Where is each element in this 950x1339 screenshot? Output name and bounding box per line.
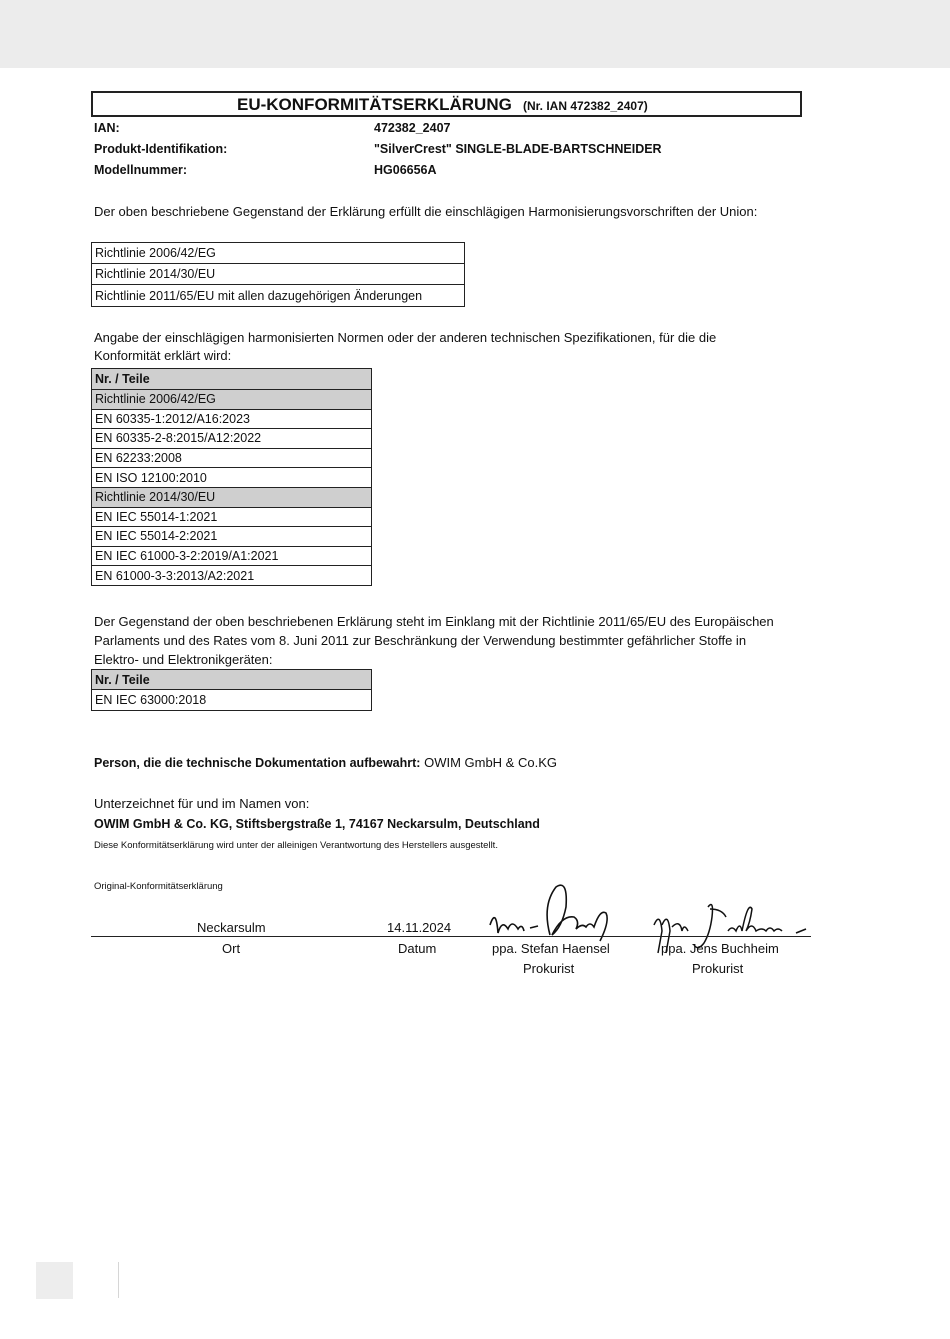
table-row	[92, 507, 372, 527]
signer2-name: ppa. Jens Buchheim	[661, 941, 779, 956]
table-cell: Richtlinie 2014/30/EU	[92, 264, 465, 285]
declaration-number: (Nr. IAN 472382_2407)	[523, 99, 648, 113]
table-cell: EN ISO 12100:2010	[92, 468, 372, 488]
table-row	[92, 409, 372, 429]
model-label: Modellnummer:	[94, 163, 188, 177]
signature-line	[91, 936, 811, 937]
signer1-name: ppa. Stefan Haensel	[492, 941, 610, 956]
table-cell: EN 60335-1:2012/A16:2023	[92, 409, 372, 429]
table-cell: Richtlinie 2006/42/EG	[92, 243, 465, 264]
table-row	[92, 690, 372, 711]
page-top-band	[0, 0, 950, 68]
directives-table	[91, 242, 465, 307]
table-header-row	[92, 369, 372, 390]
model-value: HG06656A	[374, 163, 437, 177]
documentation-line	[94, 755, 557, 770]
table-cell: EN 60335-2-8:2015/A12:2022	[92, 429, 372, 449]
rohs-table	[91, 669, 372, 711]
rohs-text-line3: Elektro- und Elektronikgeräten:	[94, 652, 273, 667]
table-row	[92, 429, 372, 449]
company-address: OWIM GmbH & Co. KG, Stiftsbergstraße 1, 74167 Neckarsulm, Deutschland	[94, 817, 540, 831]
table-cell: EN 61000-3-3:2013/A2:2021	[92, 566, 372, 586]
responsibility-note: Diese Konformitätserklärung wird unter der alleinigen Verantwortung des Herstellers ausgestellt.	[94, 840, 498, 851]
table-cell: EN 62233:2008	[92, 448, 372, 468]
product-value: "SilverCrest" SINGLE-BLADE-BARTSCHNEIDER	[374, 142, 662, 156]
page-corner-marker	[36, 1262, 73, 1299]
table-cell: Richtlinie 2014/30/EU	[92, 487, 372, 507]
standards-intro-line1: Angabe der einschlägigen harmonisierten Normen oder der anderen technischen Spezifikationen, für die die	[94, 330, 717, 345]
intro-text: Der oben beschriebene Gegenstand der Erklärung erfüllt die einschlägigen Harmonisierungsvorschriften der Union:	[94, 204, 758, 219]
place-label: Ort	[222, 941, 241, 956]
table-row	[92, 243, 465, 264]
table-cell: EN IEC 55014-1:2021	[92, 507, 372, 527]
signer1-role: Prokurist	[523, 961, 575, 976]
table-row	[92, 390, 372, 410]
footer-divider	[118, 1262, 119, 1298]
table-row	[92, 285, 465, 307]
signature-place: Neckarsulm	[197, 920, 266, 935]
table-cell: EN IEC 61000-3-2:2019/A1:2021	[92, 546, 372, 566]
table-row	[92, 468, 372, 488]
product-label: Produkt-Identifikation:	[94, 142, 228, 156]
ian-label: IAN:	[94, 121, 120, 135]
standards-intro-line2: Konformität erklärt wird:	[94, 348, 232, 363]
standards-table	[91, 368, 372, 586]
original-note: Original-Konformitätserklärung	[94, 881, 223, 892]
table-row	[92, 264, 465, 285]
table-cell: EN IEC 55014-2:2021	[92, 527, 372, 547]
rohs-text-line1: Der Gegenstand der oben beschriebenen Erklärung steht im Einklang mit der Richtlinie 2011/65/EU des Europäischen	[94, 614, 774, 629]
documentation-label: Person, die die technische Dokumentation aufbewahrt:	[94, 756, 421, 770]
document-title: EU-KONFORMITÄTSERKLÄRUNG	[237, 95, 512, 114]
rohs-text-line2: Parlaments und des Rates vom 8. Juni 2011 zur Beschränkung der Verwendung bestimmter gefährlicher Stoffe in	[94, 633, 747, 648]
signer2-role: Prokurist	[692, 961, 744, 976]
table-header-cell: Nr. / Teile	[92, 670, 372, 690]
documentation-value: OWIM GmbH & Co.KG	[424, 755, 557, 770]
table-row	[92, 566, 372, 586]
table-row	[92, 448, 372, 468]
date-label: Datum	[398, 941, 437, 956]
ian-value: 472382_2407	[374, 121, 451, 135]
table-row	[92, 527, 372, 547]
title-box	[91, 91, 802, 117]
signature-date: 14.11.2024	[387, 920, 452, 935]
table-cell: EN IEC 63000:2018	[92, 690, 372, 711]
table-cell: Richtlinie 2006/42/EG	[92, 390, 372, 410]
table-row	[92, 487, 372, 507]
table-row	[92, 546, 372, 566]
table-header-row	[92, 670, 372, 690]
signed-for-text: Unterzeichnet für und im Namen von:	[94, 796, 310, 811]
table-header-cell: Nr. / Teile	[92, 369, 372, 390]
table-cell: Richtlinie 2011/65/EU mit allen dazugehörigen Änderungen	[92, 285, 465, 307]
